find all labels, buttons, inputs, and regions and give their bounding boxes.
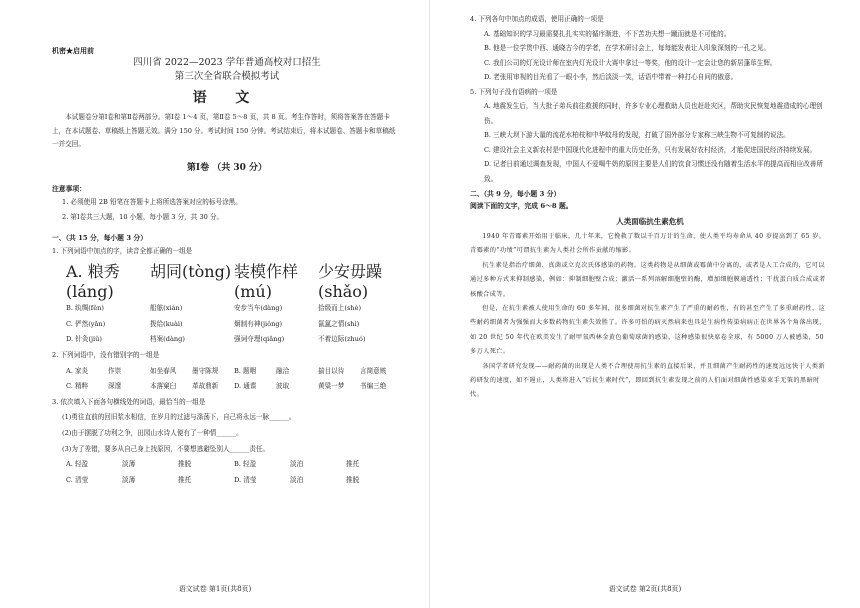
exam-title-line2: 第三次全省联合模拟考试 xyxy=(174,71,280,82)
notice-item: 2. 第Ⅰ卷共三大题，10 小题，每小题 3 分，共 30 分。 xyxy=(62,213,224,222)
article-paragraph: 抗生素是指治疗细菌、真菌或立克次氏体感染的药物。这类药物是从细菌或霉菌中分离的，或者是人工合成的，它可以通过多种方式来抑制感染，例如：抑制细胞壁合成；激活一系列溶解细胞壁的酶，增加细胞膜通透性；干扰蛋白质合成或者核酸合成等。 xyxy=(470,261,826,298)
section-one-heading: 一、（共 15 分，每小题 3 分） xyxy=(52,233,148,242)
q5-option: D. 记者日前通过调查发现，中国人不爱喝牛奶的原因主要是人们的饮食习惯还没有随着生活水平的提高而相应改善所致。 xyxy=(484,160,823,183)
q1-stem: 1. 下列词语中加点的字，读音全都正确的一组是 xyxy=(52,246,193,255)
q4-stem: 4. 下列各句中加点的成语，使用正确的一项是 xyxy=(470,15,604,23)
q1-option-cell: D. 针灸(jiǔ) xyxy=(66,335,102,344)
article-paragraph: 但是，在抗生素被人使用生命的 60 多年间，很多细菌对抗生素产生了严重的耐药性，有的甚至产生了多重耐药性，这些耐药细菌者为强强而大多数药物抗生素失效胜了。许多可怕的病灭然病来也具是生病性传染病病正在世界各个角落出现，如 20 世纪 50 年代在欧美发生了耐甲氧西林金黄色葡萄球菌的感染，这种感染很快席卷全球，有 5000 万人被感染，50 多万人死亡。 xyxy=(470,305,826,356)
q2-option-cell: 融洽 xyxy=(276,366,290,375)
page-footer: 语文试卷 第1页(共8页) xyxy=(178,585,252,593)
q1-option-cell: 拾级而上(shè) xyxy=(318,304,362,313)
notice-title: 注意事项： xyxy=(52,184,86,193)
q3-option-row xyxy=(52,473,402,489)
volume-title: 第Ⅰ卷 （共 30 分） xyxy=(186,162,268,173)
q2-stem: 2. 下列词语中，没有错别字的一组是 xyxy=(52,351,160,360)
page-footer: 语文试卷 第2页(共8页) xyxy=(608,585,682,593)
q1-option-cell: 强词夺理(qiǎng) xyxy=(234,335,285,344)
exam-page-2 xyxy=(430,0,860,608)
q3-option-cell: 推脱 xyxy=(178,460,192,469)
q2-option-cell: C. 精粹 xyxy=(66,382,89,391)
q1-option-cell: A. 粮秀(láng) xyxy=(66,262,120,302)
q1-option-cell: 不着边际(zhuó) xyxy=(318,335,366,344)
q2-option-cell: 黄粱一梦 xyxy=(318,382,345,391)
article-title: 人类面临抗生素危机 xyxy=(616,217,684,226)
q3-option-cell: 淡泊 xyxy=(290,475,304,484)
article-paragraph: 各国学者研究发现——耐药菌的出现是人类不合理使用抗生素的直接后果，并且细菌产生耐药性的速度远远快于人类新药研发的速度，如不遏止，人类将进入“后抗生素时代”，即回到抗生素发现之前的人们面对细菌性感染束手无策的黑暗时代。 xyxy=(470,362,825,399)
q1-option-cell: 安步当车(dàng) xyxy=(234,304,283,313)
reading-instruction: 阅读下面的文字，完成 6～8 题。 xyxy=(470,202,573,210)
subject-title: 语 文 xyxy=(192,90,262,106)
q2-option-cell: 深邃 xyxy=(108,382,122,391)
q3-option-cell: 淡薄 xyxy=(122,460,136,469)
q1-option-cell: C. 俨然(yǎn) xyxy=(66,319,106,328)
q3-option-cell: A. 轻盈 xyxy=(66,460,89,469)
q5-option: C. 建设社会主义新农村是中国现代化进程中的重大历史任务，只有发展好农村经济，才能促进国民经济持续发展。 xyxy=(484,145,817,154)
q3-option-cell: 推托 xyxy=(178,475,192,484)
q1-option-cell: 船舷(xián) xyxy=(150,304,183,313)
q4-option: A. 基础知识的学习最需要扎扎实实的循序渐进，不下苦功夫想一蹴而就是不可能的。 xyxy=(484,29,731,38)
q2-option-row xyxy=(52,379,402,395)
q2-option-cell: D. 通谍 xyxy=(234,382,257,391)
q2-option-cell: 革故鼎新 xyxy=(192,382,219,391)
q2-option-cell: 墨守陈规 xyxy=(192,366,219,375)
q1-option-row xyxy=(52,301,402,317)
q4-option: D. 老张用审视的目光看了一眼小李，然后淡淡一笑，话语中带着一种打心自问的傲意。 xyxy=(484,73,738,81)
q2-option-row xyxy=(52,364,402,380)
q4-option: B. 他是一位学贯中西、通晓古今的学者，在学术研讨会上，每每能发表让人印象深刻的一孔之见。 xyxy=(484,44,770,52)
q3-option-row xyxy=(52,457,402,473)
q4-option: C. 我们公司的灯光设计师在室内灯光设计大赛中拿过一等奖，他的设计一定会让您的新居蓬荜生辉。 xyxy=(484,58,777,67)
q2-option-cell: 本落窠臼 xyxy=(150,382,177,391)
q3-option-cell: C. 清莹 xyxy=(66,475,89,484)
q2-option-cell: 作崇 xyxy=(108,366,122,375)
q1-option-row xyxy=(52,259,402,301)
q1-option-cell: 少安毋躁(shǎo) xyxy=(318,262,383,302)
q3-option-cell: B. 轻盈 xyxy=(234,460,257,469)
q3-sentence: (3)为了差错，要多从自己身上找原因，不要想逃避坠别人______责任。 xyxy=(62,444,270,453)
article-paragraph: 1940 年青霉素开始用于临床，几十年来，它挽救了数以千百万计的生命，使人类平均寿命从 40 岁提高到了 65 岁。青霉素的“功绩”可谓抗生素为人类社会所作贡献的缩影。 xyxy=(470,233,826,255)
q3-sentence: (2)由于摆脱了功利之争，田园山水诗人便有了一种情______。 xyxy=(62,429,243,438)
secret-label: 机密★启用前 xyxy=(52,46,94,55)
q1-option-cell: 装模作样(mú) xyxy=(234,262,299,302)
q2-option-cell: 如坐春风 xyxy=(150,366,177,375)
q2-option-cell: 言简意赅 xyxy=(360,366,387,375)
exam-intro: 本试题卷分第Ⅰ卷和第Ⅱ卷两部分。第Ⅰ卷 1～4 页，第Ⅱ卷 5～8 页，共 8 页。考生作答时，须将答案答在答题卡上，在本试题卷、草稿纸上答题无效。满分 150 分。考试时间 150 分钟。考试结束后，将本试题卷、答题卡和草稿纸一并交回。 xyxy=(52,113,396,148)
q5-stem: 5. 下列句子没有语病的一项是 xyxy=(470,87,558,96)
q2-option-cell: 书编三绝 xyxy=(360,382,387,391)
q5-option: A. 地震发生后，当大批子弟兵前往救援的同时，许多专业心理救助人员也赶赴灾区，帮助灾民恢复地震造成的心理创伤。 xyxy=(484,102,823,125)
q1-option-cell: B. 纨绸(fěn) xyxy=(66,304,104,313)
q5-option: B. 三峡大坝下游大量的流花水柏枝和中华蚊母的发现，打破了国外部分专家称三峡生物不可复制的说法。 xyxy=(484,131,790,139)
q3-option-cell: D. 清莹 xyxy=(234,475,257,484)
q2-option-cell: A. 家炎 xyxy=(66,366,89,375)
q2-option-cell: 波取 xyxy=(276,382,290,391)
notice-item: 1. 必须使用 2B 铅笔在答题卡上将所选答案对应的标号涂黑。 xyxy=(62,197,242,206)
section-two-heading: 二、（共 9 分，每小题 3 分） xyxy=(470,190,561,198)
q1-option-cell: 炯制有神(jiǒng) xyxy=(234,319,283,328)
q2-option-cell: 揣目以待 xyxy=(318,366,345,375)
q3-option-cell: 淡薄 xyxy=(122,475,136,484)
q2-option-cell: B. 题咽 xyxy=(234,366,257,375)
q3-stem: 3. 依次填入下面各句横线处的词语，最恰当的一组是 xyxy=(52,397,206,406)
q1-option-cell: 氤氲之情(shì) xyxy=(318,319,360,328)
q3-option-cell: 推托 xyxy=(346,460,360,469)
q1-option-cell: 档案(dàng) xyxy=(150,335,185,344)
q3-option-cell: 推脱 xyxy=(346,475,360,484)
q1-option-row xyxy=(52,317,402,333)
exam-title-line1: 四川省 2022—2023 学年普通高校对口招生 xyxy=(133,57,321,68)
q3-sentence: (1)勇往直前的回旧浆水相信，在岁月的过滤与涤荡下，自己将永远一脉______。 xyxy=(62,413,296,422)
q1-option-cell: 胡同(tòng) xyxy=(150,262,232,282)
q1-option-cell: 拨给(kuài) xyxy=(150,319,183,328)
q3-option-cell: 淡泊 xyxy=(290,460,304,469)
q1-option-row xyxy=(52,332,402,348)
